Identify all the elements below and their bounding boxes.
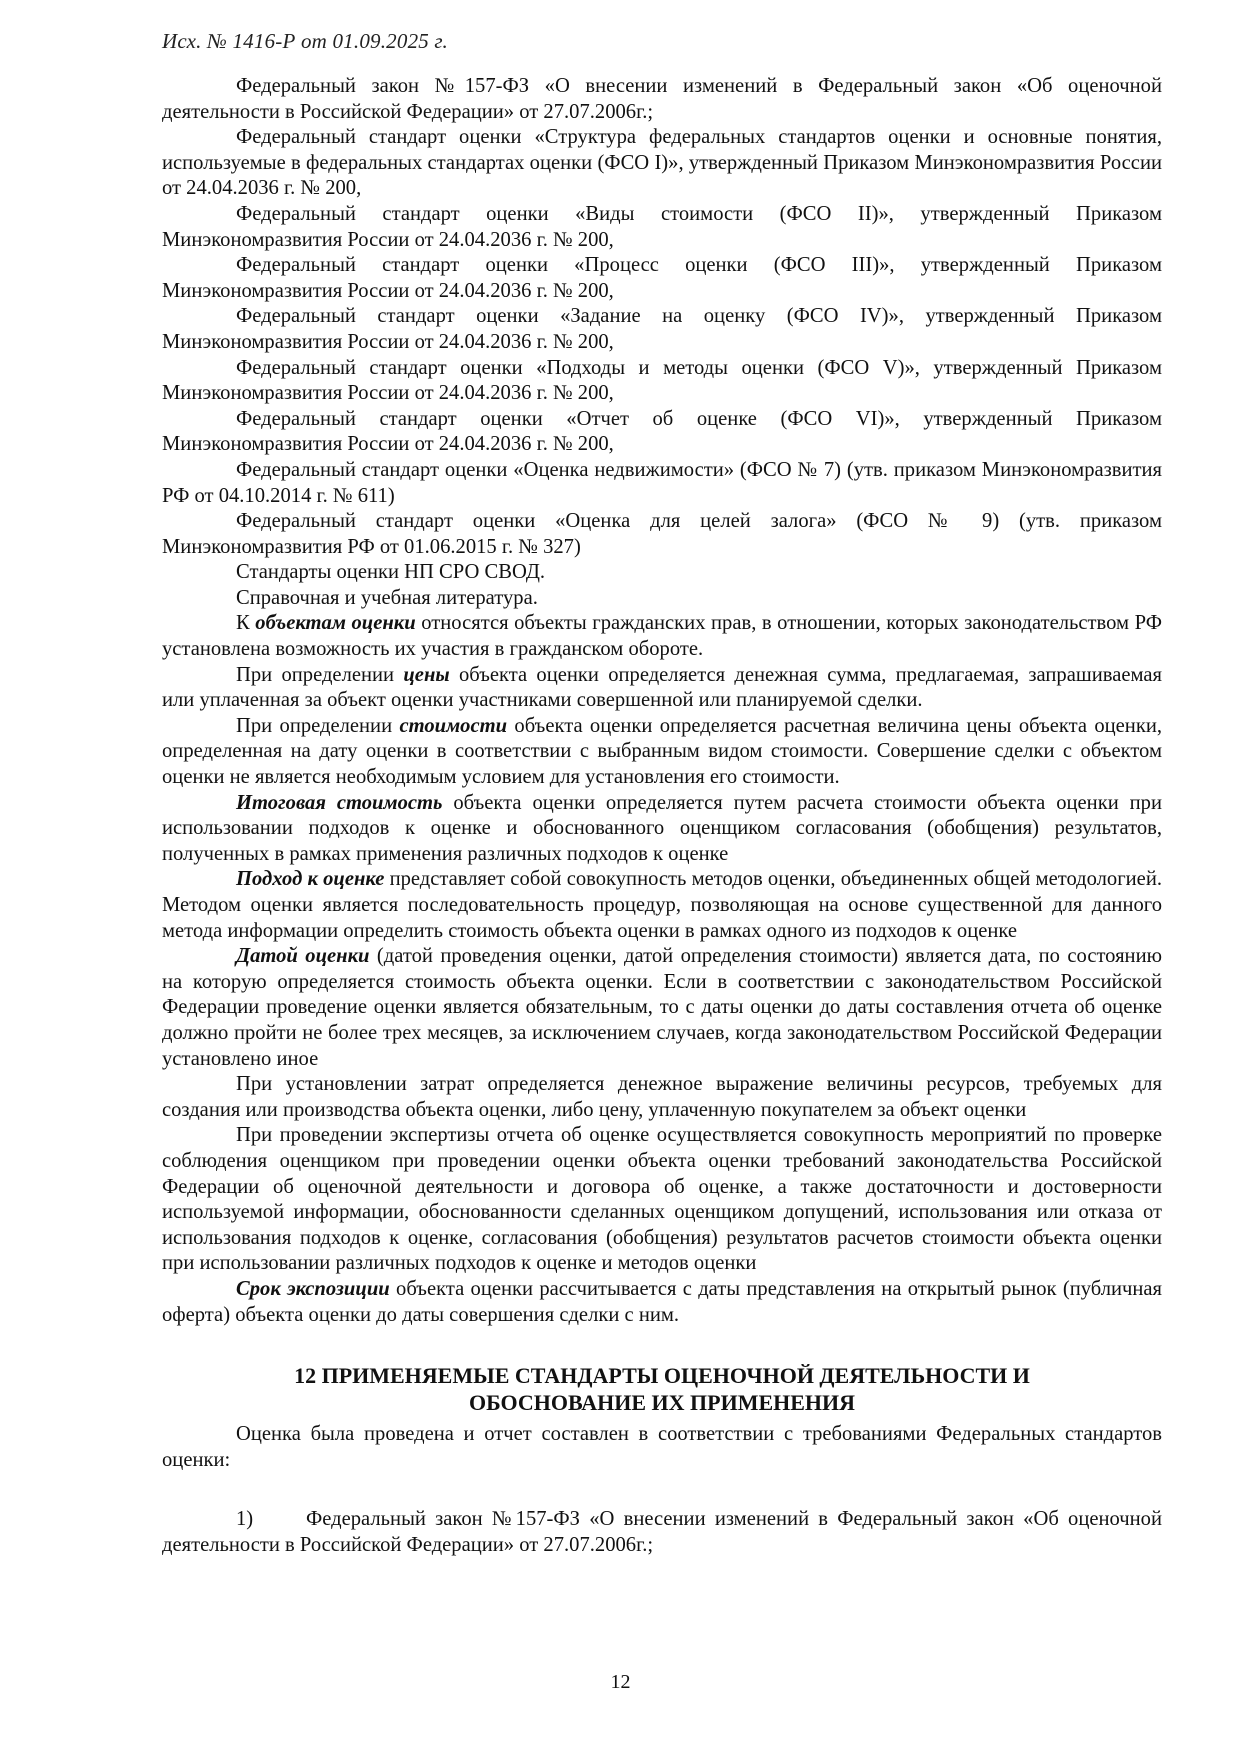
definition-paragraph	[162, 867, 1162, 944]
standards-paragraph: Федеральный стандарт оценки «Структура федеральных стандартов оценки и основные понятия, используемые в федеральных стандартах оценки (ФСО I)», утвержденный Приказом Минэкономразвития России от 24.04.2036 г. № 200,	[162, 126, 1162, 200]
standards-paragraph: Федеральный стандарт оценки «Процесс оценки (ФСО III)», утвержденный Приказом Минэкономразвития России от 24.04.2036 г. № 200,	[162, 254, 1162, 302]
definition-paragraph	[162, 1072, 1162, 1123]
standards-paragraph: Стандарты оценки НП СРО СВОД.	[236, 561, 546, 584]
definition-term: стоимости	[399, 714, 508, 737]
definition-lead: При определении	[236, 663, 404, 686]
definition-paragraph	[162, 944, 1162, 1072]
definition-body: объекта оценки определяется денежная сумма, предлагаемая, запрашиваемая или уплаченная за объект оценки участниками совершенной или планируемой сделки.	[162, 663, 1162, 712]
standards-paragraph: Федеральный стандарт оценки «Подходы и методы оценки (ФСО V)», утвержденный Приказом Минэкономразвития России от 24.04.2036 г. № 200,	[162, 356, 1162, 405]
definition-body: объекта оценки определяется путем расчета стоимости объекта оценки при использовании подходов к оценке и обоснованного оценщиком согласования (обобщения) результатов, полученных в рамках применения различных подходов к оценке	[162, 791, 1162, 865]
definition-paragraph	[162, 611, 1162, 662]
definition-paragraph	[162, 1277, 1162, 1328]
standards-paragraph: Федеральный стандарт оценки «Задание на оценку (ФСО IV)», утвержденный Приказом Минэкономразвития России от 24.04.2036 г. № 200,	[162, 305, 1162, 353]
section-heading	[162, 1362, 1162, 1416]
standards-paragraph: Федеральный стандарт оценки «Виды стоимости (ФСО II)», утвержденный Приказом Минэкономразвития России от 24.04.2036 г. № 200,	[162, 202, 1162, 251]
definition-term: Подход к оценке	[236, 868, 385, 891]
definition-body: относятся объекты гражданских прав, в отношении, которых законодательством РФ установлена возможность их участия в гражданском обороте.	[162, 612, 1162, 661]
list-item-text: Федеральный закон №157-ФЗ «О внесении изменений в Федеральный закон «Об оценочной деятельности в Российской Федерации» от 27.07.2006г.;	[162, 1508, 1162, 1556]
standards-paragraph: Справочная и учебная литература.	[236, 586, 538, 609]
definition-term: Датой оценки	[236, 945, 370, 968]
definition-term: Срок экспозиции	[236, 1277, 390, 1300]
definition-lead: К	[236, 612, 256, 635]
outgoing-reference: Исх. № 1416-Р от 01.09.2025 г.	[162, 29, 448, 53]
section-intro: Оценка была проведена и отчет составлен в соответствии с требованиями Федеральных стандартов оценки:	[162, 1423, 1162, 1471]
definition-term: Итоговая стоимость	[236, 791, 443, 814]
definition-body: объекта оценки определяется расчетная величина цены объекта оценки, определенная на дату оценки в соответствии с выбранным видом стоимости. Совершение сделки с объектом оценки не является необходимым условием для установления его стоимости.	[162, 714, 1162, 789]
definition-body: (датой проведения оценки, датой определения стоимости) является дата, по состоянию на которую определяется стоимость объекта оценки. Если в соответствии с законодательством Российской Федерации проведение оценки является обязательным, то с даты оценки до даты составления отчета об оценке должно пройти не более трех месяцев, за исключением случаев, когда законодательством Российской Федерации установлено иное	[162, 945, 1162, 1070]
definition-paragraph	[162, 791, 1162, 868]
definition-lead: При определении	[236, 714, 400, 737]
definition-paragraph	[162, 1123, 1162, 1277]
standards-paragraph: Федеральный стандарт оценки «Оценка для целей залога» (ФСО № 9) (утв. приказом Минэкономразвития РФ от 01.06.2015 г. № 327)	[162, 510, 1162, 558]
definition-term: цены	[403, 663, 450, 686]
definition-body: представляет собой совокупность методов оценки, объединенных общей методологией. Методом оценки является последовательность процедур, позволяющая на основе существенной для данного метода информации определить стоимость объекта оценки в рамках одного из подходов к оценке	[162, 868, 1162, 942]
definition-lead: При проведении экспертизы отчета об оценке осуществляется совокупность мероприятий по проверке соблюдения оценщиком при проведении оценки объекта оценки требований законодательства Российской Федерации об оценочной деятельности и договора об оценке, а также достаточности и достоверности используемой информации, обоснованности сделанных оценщиком допущений, использования или отказа от использования подходов к оценке, согласования (обобщения) результатов расчетов стоимости объекта оценки при использовании различных подходов к оценке и методов оценки	[162, 1124, 1162, 1275]
section-heading-line: 12 ПРИМЕНЯЕМЫЕ СТАНДАРТЫ ОЦЕНОЧНОЙ ДЕЯТЕЛЬНОСТИ И	[294, 1363, 1030, 1389]
page-number: 12	[610, 1671, 631, 1693]
standards-paragraph: Федеральный стандарт оценки «Отчет об оценке (ФСО VI)», утвержденный Приказом Минэкономразвития России от 24.04.2036 г. № 200,	[162, 407, 1162, 456]
standards-paragraph: Федеральный стандарт оценки «Оценка недвижимости» (ФСО № 7) (утв. приказом Минэкономразвития РФ от 04.10.2014 г. № 611)	[162, 458, 1162, 507]
definition-paragraph	[162, 663, 1162, 714]
definition-lead: При установлении затрат определяется денежное выражение величины ресурсов, требуемых для создания или производства объекта оценки, либо цену, уплаченную покупателем за объект оценки	[162, 1073, 1162, 1121]
section-heading-line: ОБОСНОВАНИЕ ИХ ПРИМЕНЕНИЯ	[468, 1390, 856, 1416]
document-body	[162, 74, 1162, 1579]
definition-term: объектам оценки	[255, 612, 416, 635]
definition-body: объекта оценки рассчитывается с даты представления на открытый рынок (публичная оферта) объекта оценки до даты совершения сделки с ним.	[162, 1277, 1162, 1326]
list-item-number: 1)	[236, 1508, 254, 1531]
list-item	[162, 1507, 1162, 1558]
definition-paragraph	[162, 714, 1162, 791]
standards-paragraph: Федеральный закон №157-ФЗ «О внесении изменений в Федеральный закон «Об оценочной деятельности в Российской Федерации» от 27.07.2006г.;	[162, 75, 1162, 123]
